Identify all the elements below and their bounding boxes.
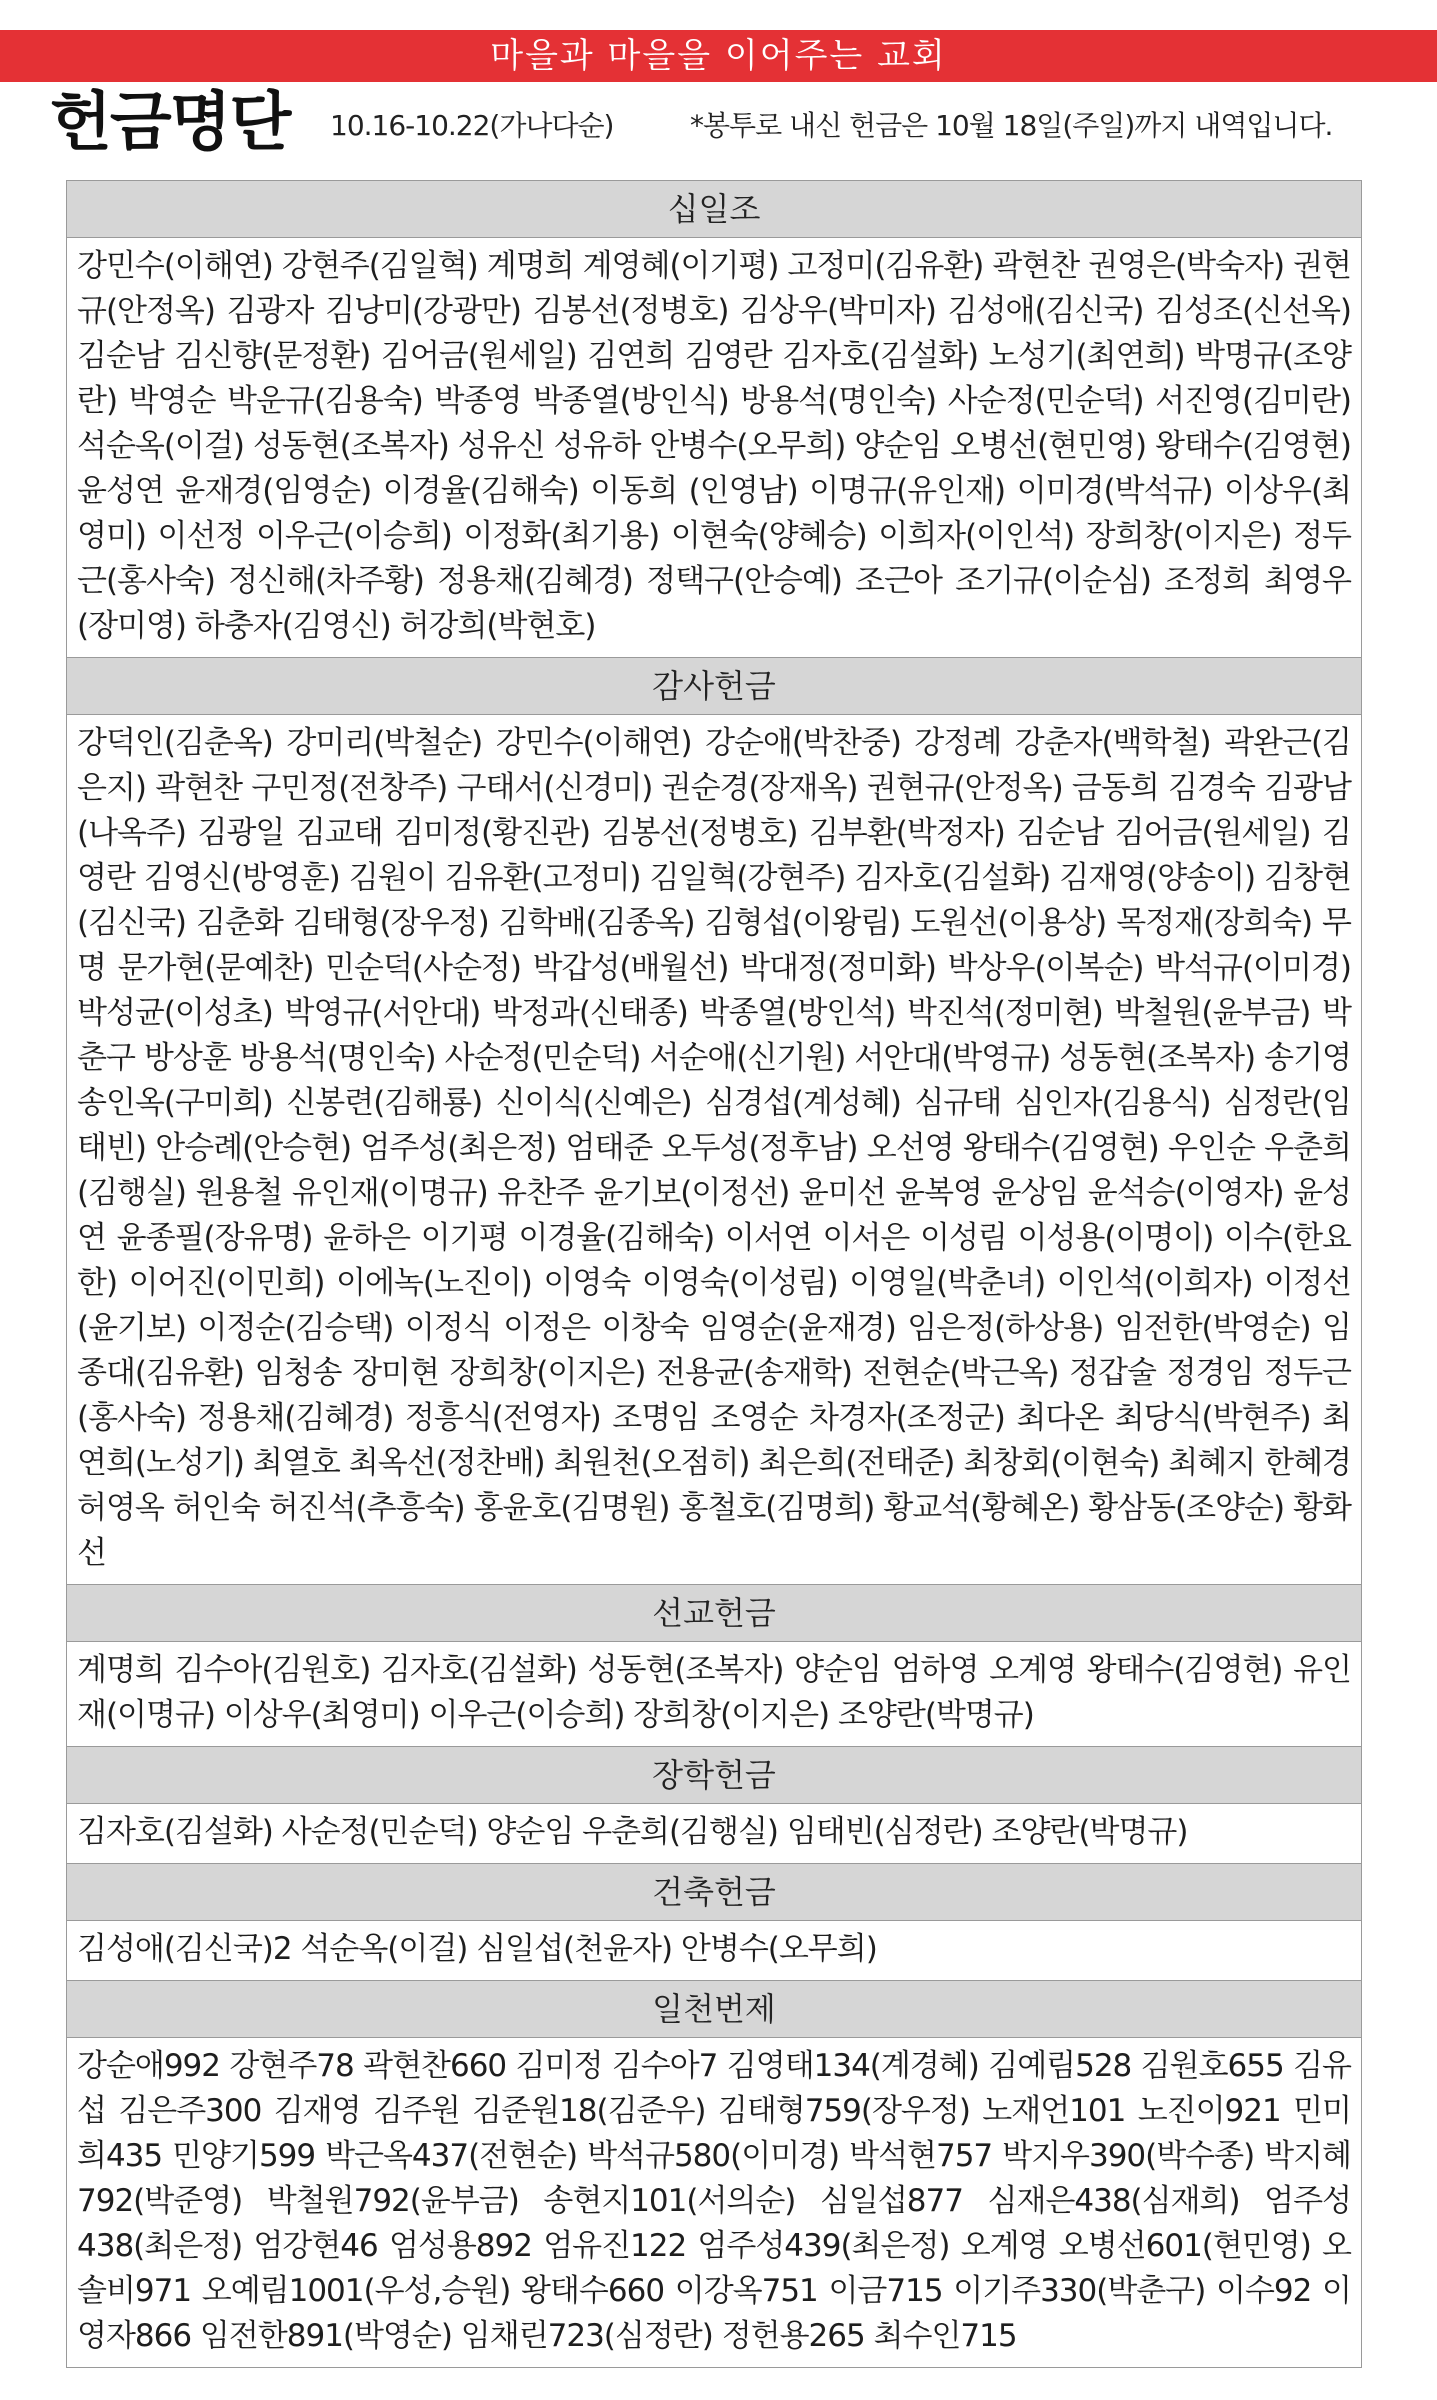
section-header-building: 건축헌금 [67,1864,1361,1921]
section-names-thanksgiving: 강덕인(김춘옥) 강미리(박철순) 강민수(이해연) 강순애(박찬중) 강정례 강춘자(백학철) 곽완근(김은지) 곽현찬 구민정(전창주) 구태서(신경미) 권순경(장재옥) 권현규(안정옥) 금동희 김경숙 김광남(나옥주) 김광일 김교태 김미정(황진관) 김봉선(정병호) 김부환(박정자) 김순남 김어금(원세일) 김영란 김영신(방영훈) 김원이 김유환(고정미) 김일혁(강현주) 김자호(김설화) 김재영(양송이) 김창현(김신국) 김춘화 김태형(장우정) 김학배(김종옥) 김형섭(이왕림) 도원선(이용상) 목정재(장희숙) 무명 문가현(문예찬) 민순덕(사순정) 박갑성(배월선) 박대정(정미화) 박상우(이복순) 박석규(이미경) 박성균(이성초) 박영규(서안대) 박정과(신태종) 박종열(방인석) 박진석(정미현) 박철원(윤부금) 박춘구 방상훈 방용석(명인숙) 사순정(민순덕) 서순애(신기원) 서안대(박영규) 성동현(조복자) 송기영 송인옥(구미희) 신봉련(김해룡) 신이식(신예은) 심경섭(계성혜) 심규태 심인자(김용식) 심정란(임태빈) 안승례(안승현) 엄주성(최은정) 엄태준 오두성(정후남) 오선영 왕태수(김영현) 우인순 우춘희(김행실) 원용철 유인재(이명규) 유찬주 윤기보(이정선) 윤미선 윤복영 윤상임 윤석승(이영자) 윤성연 윤종필(장유명) 윤하은 이기평 이경율(김해숙) 이서연 이서은 이성림 이성용(이명이) 이수(한요한) 이어진(이민희) 이에녹(노진이) 이영숙 이영숙(이성림) 이영일(박춘녀) 이인석(이희자) 이정선(윤기보) 이정순(김승택) 이정식 이정은 이창숙 임영순(윤재경) 임은정(하상용) 임전한(박영순) 임종대(김유환) 임청송 장미현 장희창(이지은) 전용균(송재학) 전현순(박근옥) 정갑술 정경임 정두근(홍사숙) 정용채(김혜경) 정흥식(전영자) 조명임 조영순 차경자(조정군) 최다온 최당식(박현주) 최연희(노성기) 최열호 최옥선(정찬배) 최원천(오점히) 최은희(전태준) 최창회(이현숙) 최혜지 한혜경 허영옥 허인숙 허진석(추흥숙) 홍윤호(김명원) 홍철호(김명희) 황교석(황혜온) 황삼동(조양순) 황화선 [67,715,1361,1585]
section-names-mission: 계명희 김수아(김원호) 김자호(김설화) 성동현(조복자) 양순임 엄하영 오계영 왕태수(김영현) 유인재(이명규) 이상우(최영미) 이우근(이승희) 장희창(이지은) 조양란(박명규) [67,1642,1361,1747]
envelope-note: *봉투로 내신 헌금은 10월 18일(주일)까지 내역입니다. [690,109,1333,142]
section-header-scholarship: 장학헌금 [67,1747,1361,1804]
section-names-scholarship: 김자호(김설화) 사순정(민순덕) 양순임 우춘희(김행실) 임태빈(심정란) 조양란(박명규) [67,1804,1361,1864]
section-header-mission: 선교헌금 [67,1585,1361,1642]
page-title: 헌금명단 [50,86,290,160]
page-header [50,88,1420,158]
date-range: 10.16-10.22(가나다순) [330,109,614,142]
section-header-thanksgiving: 감사헌금 [67,658,1361,715]
section-names-tithe: 강민수(이해연) 강현주(김일혁) 계명희 계영혜(이기평) 고정미(김유환) 곽현찬 권영은(박숙자) 권현규(안정옥) 김광자 김낭미(강광만) 김봉선(정병호) 김상우(박미자) 김성애(김신국) 김성조(신선옥) 김순남 김신향(문정환) 김어금(원세일) 김연희 김영란 김자호(김설화) 노성기(최연희) 박명규(조양란) 박영순 박운규(김용숙) 박종영 박종열(방인식) 방용석(명인숙) 사순정(민순덕) 서진영(김미란) 석순옥(이걸) 성동현(조복자) 성유신 성유하 안병수(오무희) 양순임 오병선(현민영) 왕태수(김영현) 윤성연 윤재경(임영순) 이경율(김해숙) 이동희 (인영남) 이명규(유인재) 이미경(박석규) 이상우(최영미) 이선정 이우근(이승희) 이정화(최기용) 이현숙(양혜승) 이희자(이인석) 장희창(이지은) 정두근(홍사숙) 정신해(차주황) 정용채(김혜경) 정택구(안승예) 조근아 조기규(이순심) 조정희 최영우(장미영) 하충자(김영신) 허강희(박현호) [67,238,1361,658]
offering-list-table [66,180,1362,2368]
section-header-tithe: 십일조 [67,181,1361,238]
section-names-building: 김성애(김신국)2 석순옥(이걸) 심일섭(천윤자) 안병수(오무희) [67,1921,1361,1981]
section-header-thousand-offerings: 일천번제 [67,1981,1361,2038]
church-slogan-banner: 마을과 마을을 이어주는 교회 [0,30,1437,82]
section-names-thousand-offerings: 강순애992 강현주78 곽현찬660 김미정 김수아7 김영태134(계경혜) 김예림528 김원호655 김유섭 김은주300 김재영 김주원 김준원18(김준우) 김태형759(장우정) 노재언101 노진이921 민미희435 민양기599 박근옥437(전현순) 박석규580(이미경) 박석현757 박지우390(박수종) 박지혜792(박준영) 박철원792(윤부금) 송현지101(서의순) 심일섭877 심재은438(심재희) 엄주성438(최은정) 엄강현46 엄성용892 엄유진122 엄주성439(최은정) 오계영 오병선601(현민영) 오솔비971 오예림1001(우성,승원) 왕태수660 이강옥751 이금715 이기주330(박춘구) 이수92 이영자866 임전한891(박영순) 임채린723(심정란) 정헌용265 최수인715 [77,2048,1351,2354]
